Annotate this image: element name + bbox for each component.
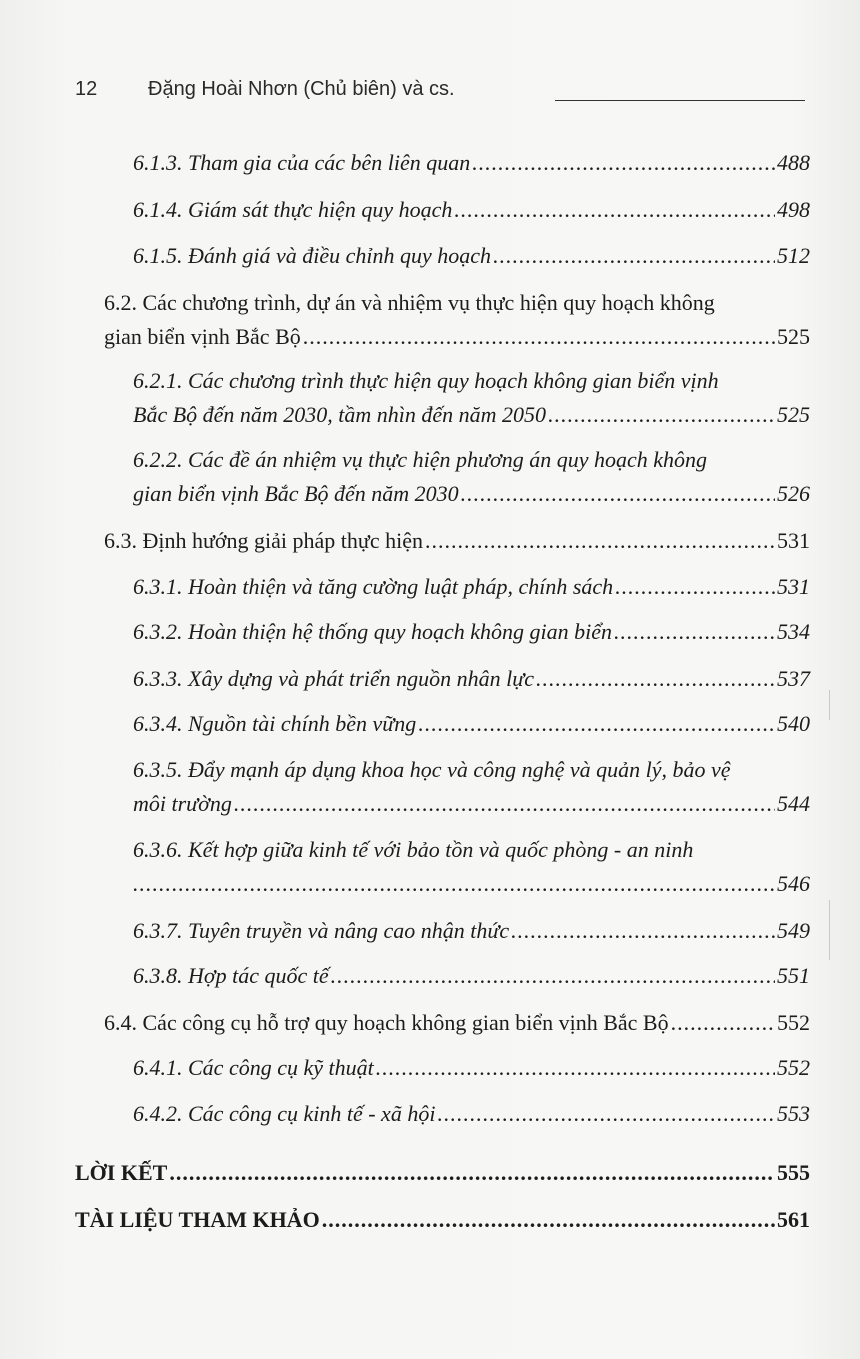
toc-leader-dots [493,241,775,271]
toc-entry-6-3-1[interactable] [133,572,810,602]
toc-leader-dots [331,961,775,991]
toc-entry-title-line2-row [133,479,810,509]
toc-entry-title-line1: 6.2.2. Các đề án nhiệm vụ thực hiện phương án quy hoạch không [133,447,708,472]
page-edge-mark [829,690,830,720]
toc-page-number: 546 [777,871,810,896]
toc-page-number: 498 [777,197,810,222]
toc-entry-6-4-2[interactable] [133,1099,810,1129]
toc-entry-title-line1: 6.3.6. Kết hợp giữa kinh tế với bảo tồn và quốc phòng - an ninh [133,837,694,862]
toc-page-number: 555 [777,1160,810,1185]
toc-entry-6-4-1[interactable] [133,1053,810,1083]
toc-entry-title: 6.4.2. Các công cụ kinh tế - xã hội [133,1101,436,1126]
toc-leader-dots [322,1205,775,1235]
page-edge-mark [829,900,830,960]
toc-page-number: 553 [777,1101,810,1126]
toc-entry-title: 6.3.8. Hợp tác quốc tế [133,963,329,988]
toc-entry-title: 6.3.7. Tuyên truyền và nâng cao nhận thức [133,918,510,943]
toc-entry-title-line1: 6.2.1. Các chương trình thực hiện quy hoạch không gian biển vịnh [133,368,719,393]
toc-leader-dots [376,1053,775,1083]
toc-page-number: 549 [777,918,810,943]
page-number: 12 [75,78,98,100]
toc-page-number: 525 [777,402,810,427]
toc-leader-dots [133,869,775,899]
toc-entry-title: 6.3.3. Xây dựng và phát triển nguồn nhân lực [133,666,535,691]
toc-entry-loi-ket[interactable] [75,1158,810,1188]
toc-entry-title-line1: 6.2. Các chương trình, dự án và nhiệm vụ thực hiện quy hoạch không [104,290,715,315]
toc-entry-title-line2: Bắc Bộ đến năm 2030, tầm nhìn đến năm 2050 [133,402,547,427]
toc-leader-dots [169,1158,775,1188]
toc-entry-6-3-3[interactable] [133,664,810,694]
toc-entry-6-3-4[interactable] [133,709,810,739]
toc-page-number: 561 [777,1207,810,1232]
toc-leader-dots [671,1008,775,1038]
toc-page-number: 488 [777,150,810,175]
toc-entry-6-1-4[interactable] [133,195,810,225]
toc-entry-6-1-5[interactable] [133,241,810,271]
toc-entry-title: 6.1.3. Tham gia của các bên liên quan [133,150,471,175]
toc-page-number: 552 [777,1055,810,1080]
toc-leader-dots [437,1099,775,1129]
toc-page-number: 537 [777,666,810,691]
toc-entry-title: 6.4. Các công cụ hỗ trợ quy hoạch không gian biển vịnh Bắc Bộ [104,1010,669,1035]
toc-leader-dots [615,572,775,602]
toc-page-number: 534 [777,619,810,644]
running-header-title: Đặng Hoài Nhơn (Chủ biên) và cs. [148,78,455,100]
toc-entry-title: 6.1.4. Giám sát thực hiện quy hoạch [133,197,453,222]
toc-leader-dots [548,400,775,430]
toc-entry-title: 6.3.1. Hoàn thiện và tăng cường luật pháp, chính sách [133,574,614,599]
toc-leader-dots [614,617,775,647]
toc-entry-6-3-8[interactable] [133,961,810,991]
toc-entry-title-line2: gian biển vịnh Bắc Bộ [104,324,301,349]
toc-entry-6-3-7[interactable] [133,916,810,946]
toc-entry-title: 6.4.1. Các công cụ kỹ thuật [133,1055,374,1080]
toc-entry-title-line2-row [133,869,810,899]
toc-entry-title: 6.3.2. Hoàn thiện hệ thống quy hoạch không gian biển [133,619,613,644]
toc-page-number: 526 [777,481,810,506]
toc-leader-dots [472,148,775,178]
toc-entry-title-line2-row [133,400,810,430]
toc-entry-title-line2: môi trường [133,791,232,816]
toc-page-number: 531 [777,574,810,599]
toc-entry-title: TÀI LIỆU THAM KHẢO [75,1207,320,1232]
toc-entry-title-line2-row [133,789,810,819]
toc-leader-dots [536,664,775,694]
toc-page-number: 544 [777,791,810,816]
toc-page-number: 525 [777,324,810,349]
toc-page-number: 540 [777,711,810,736]
toc-entry-title: 6.3. Định hướng giải pháp thực hiện [104,528,423,553]
toc-entry-tai-lieu-tham-khao[interactable] [75,1205,810,1235]
toc-leader-dots [234,789,775,819]
toc-entry-title-line2: gian biển vịnh Bắc Bộ đến năm 2030 [133,481,459,506]
toc-entry-6-1-3[interactable] [133,148,810,178]
toc-entry-6-4[interactable] [104,1008,810,1038]
toc-page-number: 512 [777,243,810,268]
toc-page-number: 531 [777,528,810,553]
toc-leader-dots [425,526,775,556]
toc-entry-title-line2-row [104,322,810,352]
toc-entry-title: LỜI KẾT [75,1160,168,1185]
toc-entry-6-3[interactable] [104,526,810,556]
toc-leader-dots [418,709,775,739]
toc-entry-6-3-2[interactable] [133,617,810,647]
toc-page-number: 551 [777,963,810,988]
toc-leader-dots [461,479,775,509]
toc-page-number: 552 [777,1010,810,1035]
toc-entry-title-line1: 6.3.5. Đẩy mạnh áp dụng khoa học và công nghệ và quản lý, bảo vệ [133,757,731,782]
toc-leader-dots [511,916,775,946]
toc-entry-title: 6.1.5. Đánh giá và điều chỉnh quy hoạch [133,243,492,268]
toc-leader-dots [303,322,775,352]
toc-leader-dots [454,195,775,225]
toc-entry-title: 6.3.4. Nguồn tài chính bền vững [133,711,417,736]
